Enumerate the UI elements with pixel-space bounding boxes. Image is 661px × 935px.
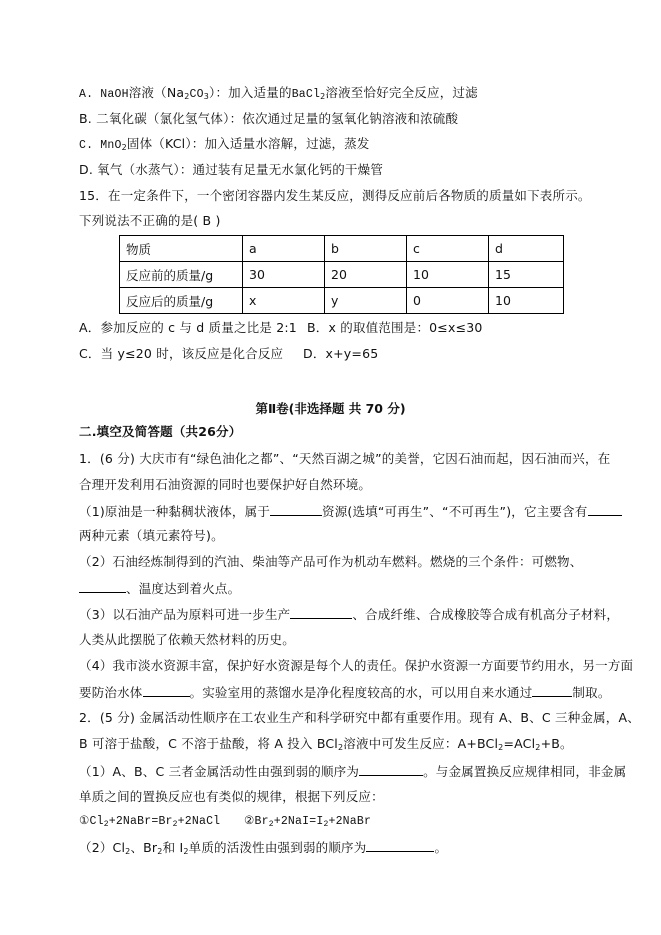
q15-prompt: 下列说法不正确的是( B )	[79, 213, 221, 228]
subscript: 3	[203, 92, 210, 101]
q2-part1	[79, 763, 626, 780]
option-text: 溶液至恰好完全反应，过滤	[325, 85, 478, 100]
equation-text: +2NaCl	[177, 815, 221, 828]
question-text: 。实验室用的蒸馏水是净化程度较高的水，可以用自来水通过	[189, 685, 533, 700]
table-cell: b	[325, 236, 407, 262]
subscript: 2	[323, 820, 329, 829]
option-text: ）：加入适量的	[209, 85, 292, 100]
table-cell: d	[489, 236, 564, 262]
q1-part4-cont	[79, 684, 611, 701]
question-text: 和 I	[162, 840, 184, 855]
equation-text: ①Cl	[79, 815, 104, 828]
question-text: 单质的活泼性由强到弱的顺序为	[188, 840, 367, 855]
q15-option-b: B．x 的取值范围是：0≤x≤30	[307, 320, 483, 335]
subscript: 2	[125, 847, 131, 856]
q15-option-c: C．当 y≤20 时，该反应是化合反应	[79, 346, 284, 361]
answer-blank[interactable]	[588, 503, 622, 516]
table-cell: 20	[325, 262, 407, 288]
equation-text: ②Br	[244, 815, 269, 828]
subscript: 2	[157, 847, 163, 856]
q14-option-d: D. 氧气（水蒸气）：通过装有足量无水氯化钙的干燥管	[79, 162, 384, 177]
subscript: 2	[498, 743, 504, 752]
q1-part1-cont: 两种元素（填元素符号)。	[79, 528, 224, 543]
q14-option-a	[79, 85, 478, 103]
subscript: 2	[268, 820, 274, 829]
question-text: 、Br	[130, 840, 158, 855]
table-cell: c	[407, 236, 489, 262]
q15-option-d: D．x+y=65	[303, 346, 379, 361]
table-cell: x	[243, 288, 325, 314]
table-cell: 0	[407, 288, 489, 314]
table-header-row	[120, 236, 564, 262]
question-text: +B。	[540, 736, 573, 751]
formula: BaCl	[291, 88, 321, 101]
subscript: 2	[320, 92, 326, 101]
table-row	[120, 262, 564, 288]
q1-part2: （2）石油经炼制得到的汽油、柴油等产品可作为机动车燃料。燃烧的三个条件：可燃物、	[79, 554, 583, 569]
q15-mass-table	[119, 235, 564, 314]
subscript: 2	[172, 820, 178, 829]
q1-part1	[79, 503, 622, 520]
answer-blank[interactable]	[359, 763, 423, 776]
option-text: 固体（KCl）：加入适量水溶解，过滤，蒸发	[126, 136, 370, 151]
answer-blank[interactable]	[290, 606, 352, 619]
question-text: 资源(选填“可再生”、“不可再生”)，它主要含有	[322, 504, 588, 519]
q1-intro-line2: 合理开发利用石油资源的同时也要保护好自然环境。	[79, 477, 372, 492]
question-text: 。	[434, 840, 448, 855]
answer-blank[interactable]	[79, 580, 126, 593]
table-cell: 反应后的质量/g	[120, 288, 243, 314]
q2-part2	[79, 839, 447, 856]
question-text: =ACl	[503, 736, 536, 751]
formula: CO	[189, 88, 204, 101]
question-text: （1)原油是一种黏稠状液体，属于	[79, 504, 271, 519]
q15-option-a: A．参加反应的 c 与 d 质量之比是 2:1	[79, 320, 297, 335]
q1-part3-cont: 人类从此摆脱了依赖天然材料的历史。	[79, 632, 295, 647]
option-label: C. MnO	[79, 139, 122, 152]
answer-blank[interactable]	[532, 684, 572, 697]
subscript: 2	[535, 743, 541, 752]
table-cell: 物质	[120, 236, 243, 262]
q2-intro-line1: 2．(5 分) 金属活动性顺序在工农业生产和科学研究中都有重要作用。现有 A、B、C 三种金属，A、	[79, 710, 640, 725]
table-row	[120, 288, 564, 314]
table-cell: 10	[489, 288, 564, 314]
q2-reaction-2	[244, 814, 371, 830]
subscript: 2	[184, 92, 190, 101]
table-cell: 30	[243, 262, 325, 288]
option-label: A. NaOH	[79, 88, 129, 101]
answer-blank[interactable]	[366, 839, 434, 852]
q2-intro-line2	[79, 736, 573, 752]
q2-part1-cont: 单质之间的置换反应也有类似的规律，根据下列反应：	[79, 789, 384, 804]
section-subtitle: 二.填空及简答题（共26分）	[79, 424, 242, 439]
subscript: 2	[103, 820, 109, 829]
question-text: 、合成纤维、合成橡胶等合成有机高分子材料，	[352, 607, 620, 622]
question-text: 要防治水体	[79, 685, 143, 700]
subscript: 2	[183, 847, 189, 856]
question-text: B 可溶于盐酸，C 不溶于盐酸，将 A 投入 BCl	[79, 736, 338, 751]
question-text: （1）A、B、C 三者金属活动性由强到弱的顺序为	[79, 764, 360, 779]
answer-blank[interactable]	[143, 684, 190, 697]
table-cell: a	[243, 236, 325, 262]
option-text: 溶液（Na	[128, 85, 185, 100]
equation-text: +2NaBr=Br	[108, 815, 173, 828]
section-title: 第Ⅱ卷(非选择题 共 70 分)	[255, 401, 406, 416]
table-cell: 15	[489, 262, 564, 288]
q14-option-b: B. 二氧化碳（氯化氢气体）：依次通过足量的氢氧化钠溶液和浓硫酸	[79, 111, 459, 126]
question-text: 、温度达到着火点。	[126, 581, 241, 596]
q1-intro-line1: 1．(6 分) 大庆市有“绿色油化之都”、“天然百湖之城”的美誉，它因石油而起，因石油而兴，在	[79, 451, 611, 466]
subscript: 2	[337, 743, 344, 752]
q1-part4: （4）我市淡水资源丰富，保护好水资源是每个人的责任。保护水资源一方面要节约用水，另一方面	[79, 658, 634, 673]
question-text: 溶液中可发生反应：A+BCl	[343, 736, 499, 751]
table-cell: 10	[407, 262, 489, 288]
equation-text: +2NaI=I	[273, 815, 324, 828]
q2-reaction-1	[79, 814, 220, 830]
q14-option-c	[79, 136, 370, 154]
q15-stem: 15．在一定条件下，一个密闭容器内发生某反应，测得反应前后各物质的质量如下表所示。	[79, 188, 591, 203]
equation-text: +2NaBr	[328, 815, 372, 828]
q1-part3	[79, 606, 619, 623]
table-cell: y	[325, 288, 407, 314]
question-text: （3）以石油产品为原料可进一步生产	[79, 607, 291, 622]
question-text: 制取。	[572, 685, 611, 700]
question-text: （2）Cl	[79, 840, 126, 855]
answer-blank[interactable]	[270, 503, 322, 516]
subscript: 2	[121, 143, 127, 152]
q1-part2-cont	[79, 580, 240, 597]
table-cell: 反应前的质量/g	[120, 262, 243, 288]
question-text: 。与金属置换反应规律相同，非金属	[423, 764, 627, 779]
